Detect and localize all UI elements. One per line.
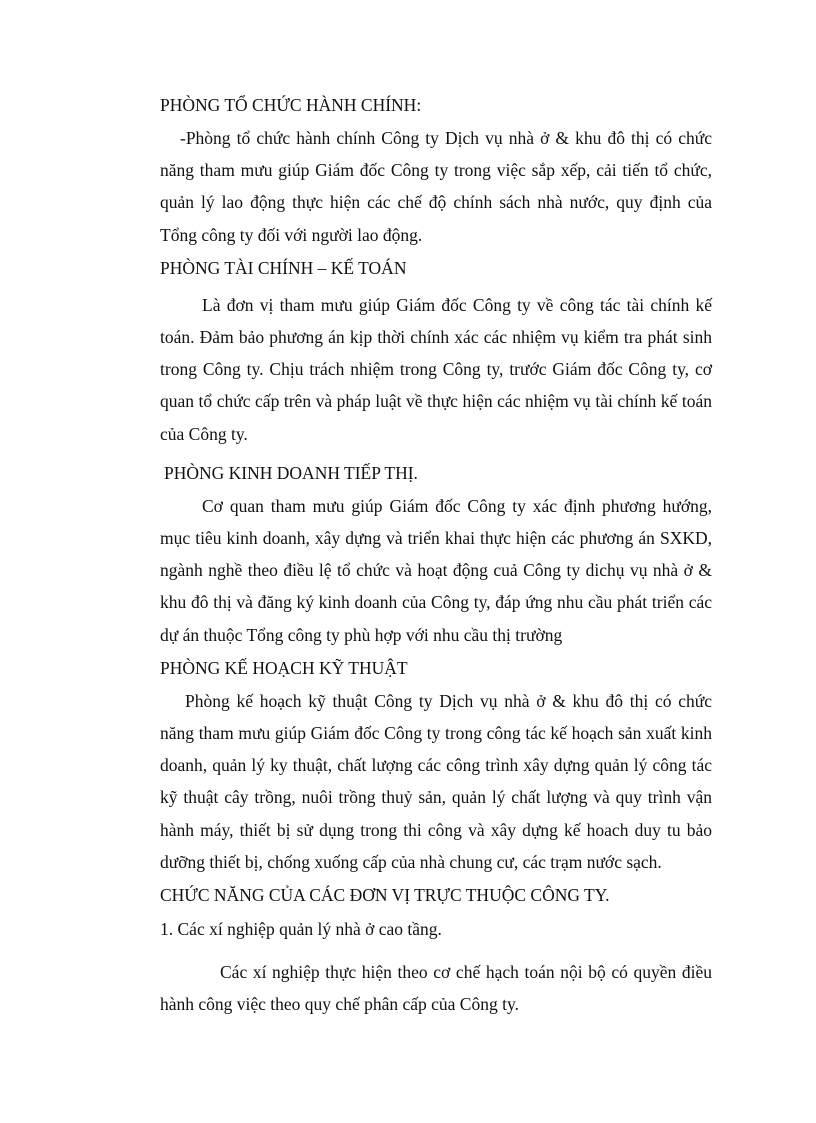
paragraph-finance-accounting-department: Là đơn vị tham mưu giúp Giám đốc Công ty về công tác tài chính kế toán. Đảm bảo phương án kịp thời chính xác các nhiệm vụ kiểm tra phát sinh trong Công ty. Chịu trách nhiệm trong Công ty, trước Giám đốc Công ty, cơ quan tổ chức cấp trên và pháp luật về thực hiện các nhiệm vụ tài chính kế toán của Công ty. [160,294,712,444]
heading-business-marketing-department: PHÒNG KINH DOANH TIẾP THỊ. [164,462,418,483]
paragraph-high-rise-housing-enterprises: Các xí nghiệp thực hiện theo cơ chế hạch toán nội bộ có quyền điều hành công việc theo quy chế phân cấp của Công ty. [160,962,712,1015]
paragraph-business-marketing-department: Cơ quan tham mưu giúp Giám đốc Công ty xác định phương hướng, mục tiêu kinh doanh, xây dựng và triển khai thực hiện các phương án SXKD, ngành nghề theo điều lệ tổ chức và hoạt động cuả Công ty dichụ vụ nhà ở & khu đô thị và đăng ký kinh doanh của Công ty, đáp ứng nhu cầu phát triển các dự án thuộc Tổng công ty phù hợp với nhu cầu thị trường [160,495,712,645]
subheading-high-rise-housing-enterprises: 1. Các xí nghiệp quản lý nhà ở cao tầng. [160,919,442,940]
heading-finance-accounting-department: PHÒNG TÀI CHÍNH – KẾ TOÁN [160,257,407,278]
paragraph-planning-technical-department: Phòng kế hoạch kỹ thuật Công ty Dịch vụ nhà ở & khu đô thị có chức năng tham mưu giúp Giám đốc Công ty trong công tác kế hoạch sản xuất kinh doanh, quản lý ky thuật, chất lượng các công trình xây dựng quản lý công tác kỹ thuật cây trồng, nuôi trồng thuỷ sản, quản lý chất lượng và quy trình vận hành máy, thiết bị sử dụng trong thi công và xây dựng kế hoach duy tu bảo dưỡng thiết bị, chống xuống cấp của nhà chung cư, các trạm nước sạch. [160,690,712,872]
document-content [160,88,712,1020]
paragraph-administration-department: -Phòng tổ chức hành chính Công ty Dịch vụ nhà ở & khu đô thị có chức năng tham mưu giúp Giám đốc Công ty trong việc sắp xếp, cải tiến tổ chức, quản lý lao động thực hiện các chế độ chính sách nhà nước, quy định của Tổng công ty đối với người lao động. [160,128,712,245]
heading-affiliated-units-functions: CHỨC NĂNG CỦA CÁC ĐƠN VỊ TRỰC THUỘC CÔNG TY. [160,885,610,906]
heading-administration-department: PHÒNG TỔ CHỨC HÀNH CHÍNH: [160,95,422,115]
heading-planning-technical-department: PHÒNG KẾ HOẠCH KỸ THUẬT [160,657,408,678]
